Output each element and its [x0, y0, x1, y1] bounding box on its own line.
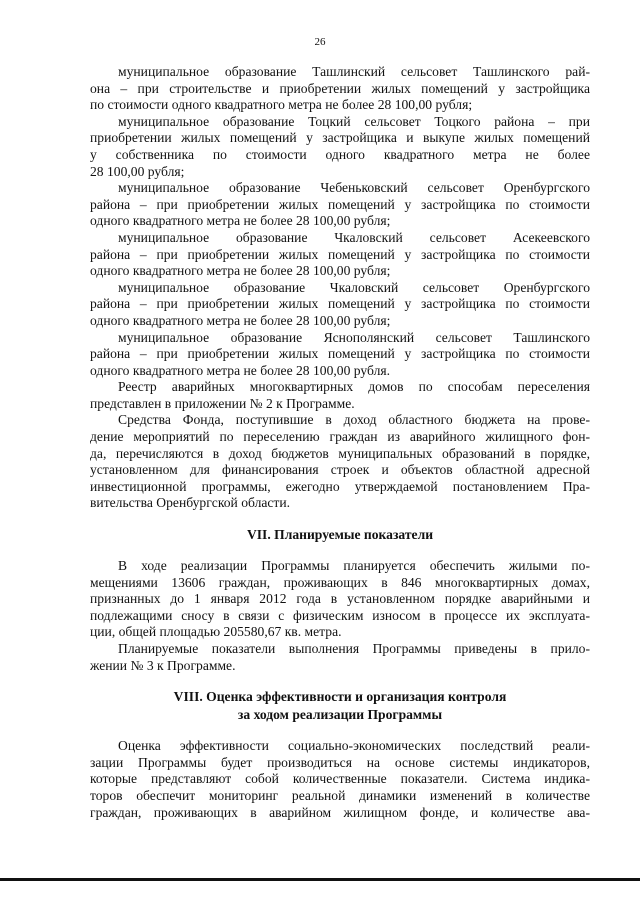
text-line: признанных до 1 января 2012 года в установленном порядке аварийными и	[90, 591, 590, 607]
document-body	[90, 64, 590, 821]
text-line: вительства Оренбургской области.	[90, 495, 291, 511]
section-heading-7: VII. Планируемые показатели	[246, 527, 434, 543]
text-line: одного квадратного метра не более 28 100,00 рубля;	[90, 263, 391, 279]
text-line: муниципальное образование Чкаловский сельсовет Асекеевского	[118, 229, 590, 245]
section-heading-8-line-1: VIII. Оценка эффективности и организация контроля	[173, 689, 507, 705]
text-line: Средства Фонда, поступившие в доход областного бюджета на прове-	[118, 412, 590, 428]
text-line: одного квадратного метра не более 28 100,00 рубля;	[90, 213, 391, 229]
page-number: 26	[314, 36, 326, 48]
footer-rule	[0, 878, 640, 881]
text-line: района – при приобретении жилых помещений у застройщика по стоимости	[90, 296, 590, 312]
text-line: по стоимости одного квадратного метра не более 28 100,00 рубля;	[90, 97, 473, 113]
text-line: муниципальное образование Тоцкий сельсовет Тоцкого района – при	[118, 113, 590, 129]
text-line: муниципальное образование Яснополянский сельсовет Ташлинского	[118, 329, 590, 345]
section-heading-8-line-2: за ходом реализации Программы	[237, 707, 443, 723]
text-line: одного квадратного метра не более 28 100,00 рубля.	[90, 362, 391, 378]
text-line: да, перечисляются в доход бюджетов муниципальных образований в порядке,	[90, 445, 590, 461]
text-line: у собственника по стоимости одного квадратного метра не более	[90, 146, 590, 162]
text-line: инвестиционной программы, ежегодно утверждаемой постановлением Пра-	[90, 478, 590, 494]
text-line: Оценка эффективности социально-экономических последствий реали-	[118, 738, 590, 754]
section-7-text	[90, 558, 590, 674]
section-8-text	[90, 738, 590, 821]
text-line: ции, общей площадью 205580,67 кв. метра.	[90, 624, 342, 640]
text-line: района – при приобретении жилых помещений у застройщика по стоимости	[90, 246, 590, 262]
text-line: она – при строительстве и приобретении жилых помещений у застройщика	[90, 80, 590, 96]
text-line: В ходе реализации Программы планируется обеспечить жилыми по-	[118, 558, 590, 574]
text-line: представлен в приложении № 2 к Программе.	[90, 395, 355, 411]
text-line: приобретении жилых помещений у застройщика и выкупе жилых помещений	[90, 130, 590, 146]
text-line: муниципальное образование Ташлинский сельсовет Ташлинского рай-	[118, 64, 590, 79]
main-text-block	[90, 64, 590, 512]
text-line: жении № 3 к Программе.	[90, 657, 236, 673]
text-line: Планируемые показатели выполнения Программы приведены в прило-	[118, 641, 590, 656]
text-line: граждан, проживающих в аварийном жилищном фонде, и количестве ава-	[90, 804, 590, 820]
text-line: мещениями 13606 граждан, проживающих в 846 многоквартирных домах,	[90, 574, 590, 590]
text-line: подлежащими сносу в связи с физическим износом в процессе их эксплуата-	[90, 607, 590, 623]
text-line: района – при приобретении жилых помещений у застройщика по стоимости	[90, 196, 590, 212]
text-line: установленном для финансирования строек и объектов областной адресной	[90, 462, 590, 478]
text-line: которые представляют собой количественные показатели. Система индика-	[90, 771, 590, 787]
text-line: 28 100,00 рубля;	[90, 163, 185, 179]
text-line: муниципальное образование Чебеньковский сельсовет Оренбургского	[118, 180, 590, 196]
text-line: дение мероприятий по переселению граждан из аварийного жилищного фон-	[90, 429, 590, 445]
text-line: зации Программы будет производиться на основе системы индикаторов,	[90, 754, 590, 770]
text-line: Реестр аварийных многоквартирных домов по способам переселения	[118, 379, 590, 395]
text-line: торов обеспечит мониторинг реальной динамики изменений в количестве	[90, 787, 590, 803]
text-line: района – при приобретении жилых помещений у застройщика по стоимости	[90, 346, 590, 362]
text-line: муниципальное образование Чкаловский сельсовет Оренбургского	[118, 279, 590, 295]
text-line: одного квадратного метра не более 28 100,00 рубля;	[90, 312, 391, 328]
